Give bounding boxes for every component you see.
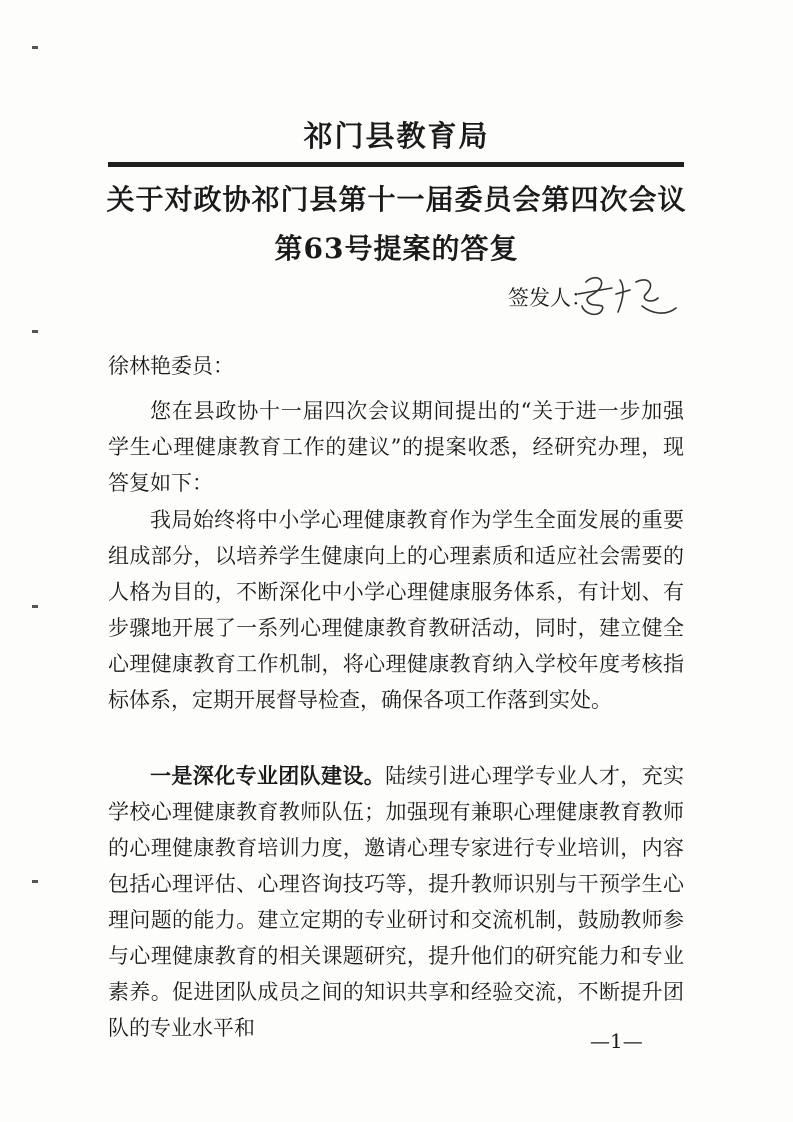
document-title-line-2: 第63号提案的答复 <box>274 232 519 265</box>
handwritten-signature <box>572 266 682 322</box>
scan-mark <box>32 330 38 333</box>
paragraph-1: 您在县政协十一届四次会议期间提出的“关于进一步加强学生心理健康教育工作的建议”的提案收悉，经研究办理，现答复如下： <box>108 399 684 495</box>
agency-name: 祁门县教育局 <box>303 119 490 153</box>
paragraph-3-lead: 一是深化专业团队建设。 <box>150 763 386 788</box>
scan-mark <box>32 605 38 608</box>
header-rule <box>108 162 684 167</box>
paragraph-3-body: 陆续引进心理学专业人才，充实学校心理健康教育教师队伍；加强现有兼职心理健康教育教师的心理健康教育培训力度，邀请心理专家进行专业培训，内容包括心理评估、心理咨询技巧等，提升教师识别与干预学生心理问题的能力。建立定期的专业研讨和交流机制，鼓励教师参与心理健康教育的相关课题研究，提升他们的研究能力和专业素养。促进团队成员之间的知识共享和经验交流，不断提升团队的专业水平和 <box>108 764 684 1040</box>
scan-mark <box>32 880 38 883</box>
scan-mark <box>32 46 38 49</box>
paragraph-2: 我局始终将中小学心理健康教育作为学生全面发展的重要组成部分，以培养学生健康向上的心理素质和适应社会需要的人格为目的，不断深化中小学心理健康服务体系，有计划、有步骤地开展了一系列心理健康教育教研活动，同时，建立健全心理健康教育工作机制，将心理健康教育纳入学校年度考核指标体系，定期开展督导检查，确保各项工作落到实处。 <box>108 508 684 712</box>
signer-label: 签发人： <box>508 286 592 310</box>
salutation: 徐林艳委员： <box>108 354 234 378</box>
page-number: —1— <box>590 1029 643 1053</box>
document-title-line-1: 关于对政协祁门县第十一届委员会第四次会议 <box>106 183 687 216</box>
paragraph-3 <box>108 758 684 1046</box>
